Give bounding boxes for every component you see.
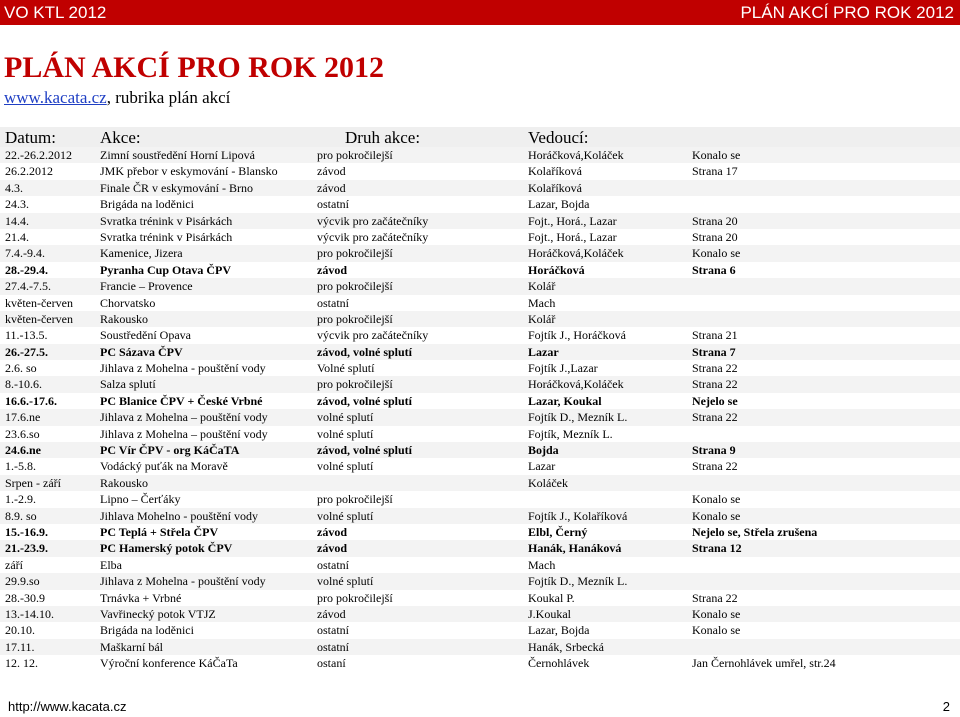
type-cell: Volné splutí xyxy=(317,361,375,376)
leader-cell: Horáčková,Koláček xyxy=(528,246,624,261)
note-cell: Strana 21 xyxy=(692,328,738,343)
date-cell: květen-červen xyxy=(5,295,73,310)
type-cell: závod xyxy=(317,262,347,277)
note-cell: Nejelo se, Střela zrušena xyxy=(692,524,818,539)
event-cell: Výroční konference KáČaTa xyxy=(100,656,238,671)
type-cell: závod xyxy=(317,541,347,556)
event-cell: Kamenice, Jizera xyxy=(100,246,183,261)
note-cell: Strana 6 xyxy=(692,262,736,277)
type-cell: ostaní xyxy=(317,656,346,671)
date-cell: 26.2.2012 xyxy=(5,164,53,179)
leader-cell: Elbl, Černý xyxy=(528,524,588,539)
table-row xyxy=(0,360,960,376)
note-cell: Strana 22 xyxy=(692,590,738,605)
date-cell: 21.4. xyxy=(5,229,29,244)
event-cell: JMK přebor v eskymování - Blansko xyxy=(100,164,278,179)
type-cell: výcvik pro začátečníky xyxy=(317,229,429,244)
subtitle xyxy=(4,88,230,108)
table-row xyxy=(0,458,960,474)
leader-cell: Kolaříková xyxy=(528,164,582,179)
type-cell: pro pokročilejší xyxy=(317,590,393,605)
leader-cell: Fojtík J.,Lazar xyxy=(528,361,598,376)
leader-cell: Horáčková,Koláček xyxy=(528,148,624,162)
table-row xyxy=(0,327,960,343)
leader-cell: Lazar xyxy=(528,459,556,474)
type-cell: volné splutí xyxy=(317,426,374,441)
note-cell: Strana 20 xyxy=(692,229,738,244)
date-cell: 8.-10.6. xyxy=(5,377,42,392)
event-cell: Jihlava z Mohelna - pouštění vody xyxy=(100,574,266,589)
note-cell: Nejelo se xyxy=(692,393,738,408)
table-row xyxy=(0,475,960,491)
event-cell: PC Vír ČPV - org KáČaTA xyxy=(100,443,240,458)
leader-cell: Lazar, Bojda xyxy=(528,197,590,212)
page-number: 2 xyxy=(942,699,950,714)
table-row xyxy=(0,147,960,163)
event-cell: Jihlava z Mohelna – pouštění vody xyxy=(100,410,268,425)
table-row xyxy=(0,278,960,294)
type-cell: závod xyxy=(317,164,346,179)
date-cell: 16.6.-17.6. xyxy=(5,393,57,408)
header-right-text: PLÁN AKCÍ PRO ROK 2012 xyxy=(740,3,954,22)
event-cell: Rakousko xyxy=(100,475,148,490)
table-row xyxy=(0,311,960,327)
event-cell: Francie – Provence xyxy=(100,279,193,294)
type-cell: výcvik pro začátečníky xyxy=(317,213,429,228)
note-cell: Strana 17 xyxy=(692,164,738,179)
event-cell: Brigáda na loděnici xyxy=(100,197,194,212)
leader-cell: Hanák, Hanáková xyxy=(528,541,622,556)
event-cell: Zimní soustředění Horní Lipová xyxy=(100,148,255,162)
column-header-druh: Druh akce: xyxy=(345,128,421,147)
event-cell: Chorvatsko xyxy=(100,295,156,310)
date-cell: květen-červen xyxy=(5,311,73,326)
event-cell: Svratka trénink v Pisárkách xyxy=(100,229,233,244)
leader-cell: Horáčková xyxy=(528,262,585,277)
table-row xyxy=(0,213,960,229)
leader-cell: Lazar xyxy=(528,344,559,359)
leader-cell: Kolaříková xyxy=(528,180,582,195)
leader-cell: Hanák, Srbecká xyxy=(528,639,604,654)
event-cell: Vodácký puťák na Moravě xyxy=(100,459,228,474)
table-row xyxy=(0,426,960,442)
date-cell: 12. 12. xyxy=(5,656,38,671)
type-cell: závod xyxy=(317,606,346,621)
type-cell: volné splutí xyxy=(317,508,374,523)
event-cell: Soustředění Opava xyxy=(100,328,191,343)
date-cell: 29.9.so xyxy=(5,574,40,589)
table-row xyxy=(0,245,960,261)
type-cell: pro pokročilejší xyxy=(317,311,393,326)
date-cell: 28.-29.4. xyxy=(5,262,48,277)
leader-cell: Koláček xyxy=(528,475,568,490)
leader-cell: J.Koukal xyxy=(528,606,571,621)
footer-url[interactable]: http://www.kacata.cz xyxy=(8,699,127,714)
leader-cell: Fojtík D., Mezník L. xyxy=(528,574,628,589)
leader-cell: Kolář xyxy=(528,279,556,294)
leader-cell: Mach xyxy=(528,557,556,572)
table-row xyxy=(0,180,960,196)
event-cell: Finale ČR v eskymování - Brno xyxy=(100,180,253,195)
date-cell: 1.-5.8. xyxy=(5,459,36,474)
table-row xyxy=(0,163,960,179)
type-cell: pro pokročilejší xyxy=(317,246,393,261)
type-cell: ostatní xyxy=(317,295,349,310)
date-cell: 21.-23.9. xyxy=(5,541,48,556)
date-cell: 27.4.-7.5. xyxy=(5,279,51,294)
leader-cell: Mach xyxy=(528,295,556,310)
note-cell: Jan Černohlávek umřel, str.24 xyxy=(692,656,836,671)
table-row xyxy=(0,590,960,606)
event-cell: Jihlava z Mohelna - pouštění vody xyxy=(100,361,266,376)
table-row xyxy=(0,540,960,556)
table-row xyxy=(0,557,960,573)
leader-cell: Fojtík D., Mezník L. xyxy=(528,410,628,425)
event-cell: Svratka trénink v Pisárkách xyxy=(100,213,233,228)
type-cell: ostatní xyxy=(317,623,349,638)
date-cell: 7.4.-9.4. xyxy=(5,246,45,261)
event-cell: PC Sázava ČPV xyxy=(100,344,183,359)
events-table xyxy=(0,147,960,672)
column-header-datum: Datum: xyxy=(5,128,56,147)
table-row xyxy=(0,262,960,278)
note-cell: Strana 22 xyxy=(692,361,738,376)
date-cell: září xyxy=(5,557,23,572)
date-cell: 28.-30.9 xyxy=(5,590,45,605)
table-row xyxy=(0,655,960,671)
type-cell: ostatní xyxy=(317,639,349,654)
table-row xyxy=(0,376,960,392)
table-row xyxy=(0,196,960,212)
type-cell: závod, volné splutí xyxy=(317,393,413,408)
leader-cell: Fojtík, Mezník L. xyxy=(528,426,613,441)
type-cell: pro pokročilejší xyxy=(317,148,393,162)
note-cell: Konalo se xyxy=(692,148,741,162)
table-row xyxy=(0,524,960,540)
event-cell: Lipno – Čerťáky xyxy=(100,492,181,507)
type-cell: volné splutí xyxy=(317,410,374,425)
type-cell: závod, volné splutí xyxy=(317,443,413,458)
type-cell: pro pokročilejší xyxy=(317,377,393,392)
date-cell: 17.6.ne xyxy=(5,410,41,425)
table-row xyxy=(0,344,960,360)
event-cell: Brigáda na loděnici xyxy=(100,623,194,638)
type-cell: závod xyxy=(317,180,346,195)
event-cell: Trnávka + Vrbné xyxy=(100,590,182,605)
page-title: PLÁN AKCÍ PRO ROK 2012 xyxy=(4,51,385,84)
note-cell: Konalo se xyxy=(692,492,741,507)
table-header-band xyxy=(0,127,960,148)
header-left-text: VO KTL 2012 xyxy=(4,3,107,22)
date-cell: 17.11. xyxy=(5,639,35,654)
note-cell: Konalo se xyxy=(692,508,741,523)
date-cell: 13.-14.10. xyxy=(5,606,54,621)
event-cell: Maškarní bál xyxy=(100,639,163,654)
note-cell: Strana 12 xyxy=(692,541,742,556)
type-cell: závod xyxy=(317,524,347,539)
table-row xyxy=(0,409,960,425)
event-cell: Vavřinecký potok VTJZ xyxy=(100,606,216,621)
footer xyxy=(0,697,960,717)
date-cell: 2.6. so xyxy=(5,361,37,376)
date-cell: 15.-16.9. xyxy=(5,524,48,539)
date-cell: Srpen - září xyxy=(5,475,61,490)
table-row xyxy=(0,622,960,638)
leader-cell: Fojtík J., Horáčková xyxy=(528,328,626,343)
event-cell: PC Teplá + Střela ČPV xyxy=(100,524,219,539)
event-cell: Salza splutí xyxy=(100,377,156,392)
column-header-vedouci: Vedoucí: xyxy=(528,128,589,147)
event-cell: Rakousko xyxy=(100,311,148,326)
header-bar xyxy=(0,0,960,25)
event-cell: Pyranha Cup Otava ČPV xyxy=(100,262,232,277)
table-row xyxy=(0,491,960,507)
event-cell: Elba xyxy=(100,557,122,572)
date-cell: 22.-26.2.2012 xyxy=(5,148,72,162)
type-cell: závod, volné splutí xyxy=(317,344,413,359)
table-row xyxy=(0,229,960,245)
date-cell: 23.6.so xyxy=(5,426,40,441)
table-row xyxy=(0,639,960,655)
date-cell: 1.-2.9. xyxy=(5,492,36,507)
leader-cell: Fojt., Horá., Lazar xyxy=(528,229,617,244)
type-cell: ostatní xyxy=(317,557,349,572)
event-cell: Jihlava z Mohelna – pouštění vody xyxy=(100,426,268,441)
note-cell: Strana 7 xyxy=(692,344,736,359)
table-row xyxy=(0,442,960,458)
leader-cell: Fojt., Horá., Lazar xyxy=(528,213,617,228)
leader-cell: Fojtík J., Kolaříková xyxy=(528,508,628,523)
type-cell: volné splutí xyxy=(317,574,374,589)
table-row xyxy=(0,508,960,524)
table-row xyxy=(0,606,960,622)
website-link[interactable]: www.kacata.cz xyxy=(4,88,107,107)
note-cell: Konalo se xyxy=(692,623,741,638)
date-cell: 24.6.ne xyxy=(5,443,41,458)
note-cell: Strana 22 xyxy=(692,377,738,392)
note-cell: Strana 9 xyxy=(692,443,736,458)
leader-cell: Kolář xyxy=(528,311,556,326)
leader-cell: Horáčková,Koláček xyxy=(528,377,624,392)
note-cell: Strana 22 xyxy=(692,410,738,425)
column-header-akce: Akce: xyxy=(100,128,141,147)
note-cell: Konalo se xyxy=(692,606,741,621)
event-cell: Jihlava Mohelno - pouštění vody xyxy=(100,508,258,523)
type-cell: pro pokročilejší xyxy=(317,492,393,507)
date-cell: 26.-27.5. xyxy=(5,344,48,359)
leader-cell: Lazar, Koukal xyxy=(528,393,602,408)
date-cell: 20.10. xyxy=(5,623,35,638)
note-cell: Strana 20 xyxy=(692,213,738,228)
leader-cell: Bojda xyxy=(528,443,559,458)
event-cell: PC Blanice ČPV + České Vrbné xyxy=(100,393,263,408)
date-cell: 14.4. xyxy=(5,213,29,228)
date-cell: 8.9. so xyxy=(5,508,37,523)
subtitle-rest: , rubrika plán akcí xyxy=(106,88,231,107)
event-cell: PC Hamerský potok ČPV xyxy=(100,541,233,556)
type-cell: volné splutí xyxy=(317,459,374,474)
table-row xyxy=(0,295,960,311)
type-cell: výcvik pro začátečníky xyxy=(317,328,429,343)
type-cell: pro pokročilejší xyxy=(317,279,393,294)
leader-cell: Černohlávek xyxy=(528,656,590,671)
note-cell: Strana 22 xyxy=(692,459,738,474)
table-row xyxy=(0,573,960,589)
table-row xyxy=(0,393,960,409)
type-cell: ostatní xyxy=(317,197,349,212)
note-cell: Konalo se xyxy=(692,246,741,261)
date-cell: 24.3. xyxy=(5,197,29,212)
leader-cell: Koukal P. xyxy=(528,590,575,605)
leader-cell: Lazar, Bojda xyxy=(528,623,590,638)
date-cell: 4.3. xyxy=(5,180,23,195)
date-cell: 11.-13.5. xyxy=(5,328,48,343)
